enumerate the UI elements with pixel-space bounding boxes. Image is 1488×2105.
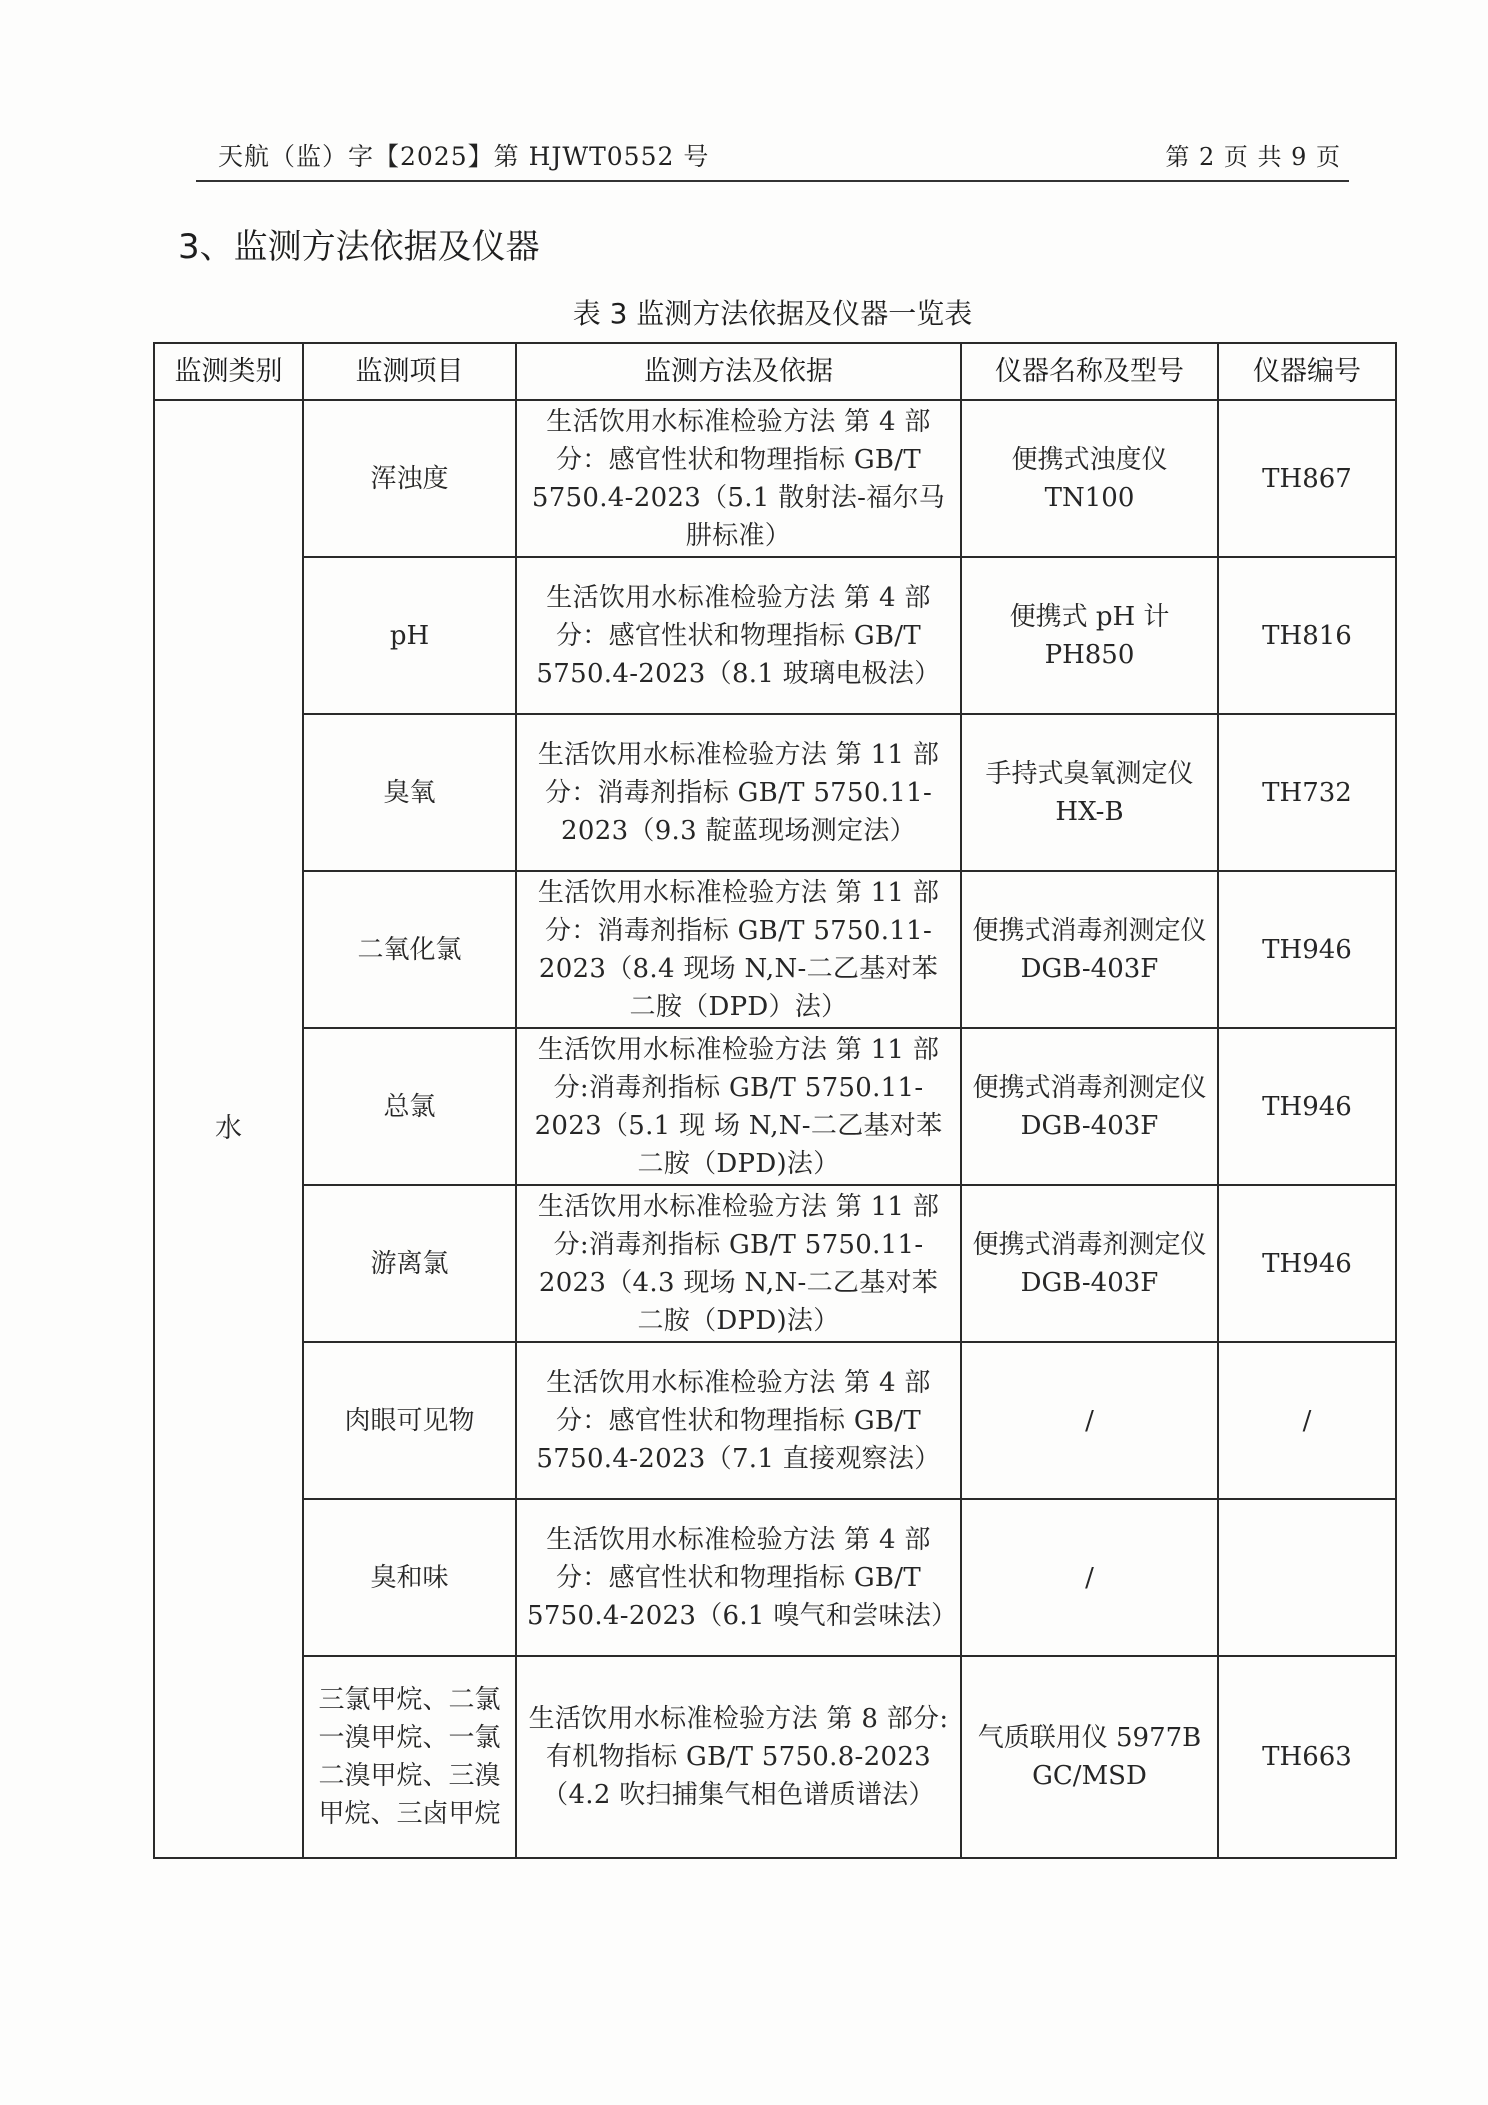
item-cell: 臭和味 bbox=[303, 1499, 516, 1656]
instrument-no-cell: TH867 bbox=[1218, 400, 1396, 557]
instrument-cell: 便携式 pH 计 PH850 bbox=[961, 557, 1218, 714]
method-cell: 生活饮用水标准检验方法 第 4 部分：感官性状和物理指标 GB/T 5750.4-2023（6.1 嗅气和尝味法） bbox=[516, 1499, 961, 1656]
header-method: 监测方法及依据 bbox=[516, 343, 961, 400]
table-caption: 表 3 监测方法依据及仪器一览表 bbox=[572, 297, 973, 330]
item-cell: pH bbox=[303, 557, 516, 714]
instrument-cell: 气质联用仪 5977B GC/MSD bbox=[961, 1656, 1218, 1858]
instrument-cell: 便携式浊度仪 TN100 bbox=[961, 400, 1218, 557]
instrument-no-cell: TH946 bbox=[1218, 871, 1396, 1028]
table-row bbox=[154, 1185, 1396, 1342]
instrument-cell: 便携式消毒剂测定仪 DGB-403F bbox=[961, 871, 1218, 1028]
instrument-cell: 便携式消毒剂测定仪 DGB-403F bbox=[961, 1028, 1218, 1185]
method-cell: 生活饮用水标准检验方法 第 11 部分：消毒剂指标 GB/T 5750.11-2023（9.3 靛蓝现场测定法） bbox=[516, 714, 961, 871]
methods-table bbox=[153, 342, 1397, 1859]
method-cell: 生活饮用水标准检验方法 第 4 部分：感官性状和物理指标 GB/T 5750.4-2023（7.1 直接观察法） bbox=[516, 1342, 961, 1499]
header-category: 监测类别 bbox=[154, 343, 303, 400]
table-row bbox=[154, 1342, 1396, 1499]
method-cell: 生活饮用水标准检验方法 第 11 部分:消毒剂指标 GB/T 5750.11-2023（4.3 现场 N,N-二乙基对苯二胺（DPD)法） bbox=[516, 1185, 961, 1342]
table-header-row bbox=[154, 343, 1396, 400]
instrument-cell: 手持式臭氧测定仪 HX-B bbox=[961, 714, 1218, 871]
table-row bbox=[154, 400, 1396, 557]
method-cell: 生活饮用水标准检验方法 第 8 部分:有机物指标 GB/T 5750.8-2023（4.2 吹扫捕集气相色谱质谱法） bbox=[516, 1656, 961, 1858]
instrument-cell: 便携式消毒剂测定仪 DGB-403F bbox=[961, 1185, 1218, 1342]
item-cell: 总氯 bbox=[303, 1028, 516, 1185]
table-row bbox=[154, 1499, 1396, 1656]
header-instrument: 仪器名称及型号 bbox=[961, 343, 1218, 400]
item-cell: 浑浊度 bbox=[303, 400, 516, 557]
instrument-no-cell: TH816 bbox=[1218, 557, 1396, 714]
instrument-no-cell: TH946 bbox=[1218, 1185, 1396, 1342]
item-cell: 三氯甲烷、二氯一溴甲烷、一氯二溴甲烷、三溴甲烷、三卤甲烷 bbox=[303, 1656, 516, 1858]
method-cell: 生活饮用水标准检验方法 第 11 部分：消毒剂指标 GB/T 5750.11-2023（8.4 现场 N,N-二乙基对苯二胺（DPD）法） bbox=[516, 871, 961, 1028]
table-row bbox=[154, 871, 1396, 1028]
method-cell: 生活饮用水标准检验方法 第 4 部分：感官性状和物理指标 GB/T 5750.4-2023（5.1 散射法-福尔马肼标准） bbox=[516, 400, 961, 557]
item-cell: 臭氧 bbox=[303, 714, 516, 871]
page-header bbox=[196, 140, 1349, 182]
item-cell: 游离氯 bbox=[303, 1185, 516, 1342]
method-cell: 生活饮用水标准检验方法 第 4 部分：感官性状和物理指标 GB/T 5750.4-2023（8.1 玻璃电极法） bbox=[516, 557, 961, 714]
instrument-no-cell bbox=[1218, 1499, 1396, 1656]
table-row bbox=[154, 1028, 1396, 1185]
page-number: 第 2 页 共 9 页 bbox=[1165, 143, 1341, 171]
item-cell: 肉眼可见物 bbox=[303, 1342, 516, 1499]
instrument-no-cell: TH663 bbox=[1218, 1656, 1396, 1858]
table-row bbox=[154, 1656, 1396, 1858]
section-heading: 3、监测方法依据及仪器 bbox=[178, 227, 540, 267]
item-cell: 二氧化氯 bbox=[303, 871, 516, 1028]
header-item: 监测项目 bbox=[303, 343, 516, 400]
table-row bbox=[154, 557, 1396, 714]
method-cell: 生活饮用水标准检验方法 第 11 部分:消毒剂指标 GB/T 5750.11-2023（5.1 现 场 N,N-二乙基对苯二胺（DPD)法） bbox=[516, 1028, 961, 1185]
instrument-no-cell: / bbox=[1218, 1342, 1396, 1499]
instrument-no-cell: TH732 bbox=[1218, 714, 1396, 871]
report-number: 天航（监）字【2025】第 HJWT0552 号 bbox=[218, 142, 710, 171]
instrument-cell: / bbox=[961, 1499, 1218, 1656]
instrument-no-cell: TH946 bbox=[1218, 1028, 1396, 1185]
category-cell: 水 bbox=[154, 400, 303, 1858]
instrument-cell: / bbox=[961, 1342, 1218, 1499]
header-instrument-no: 仪器编号 bbox=[1218, 343, 1396, 400]
table-row bbox=[154, 714, 1396, 871]
